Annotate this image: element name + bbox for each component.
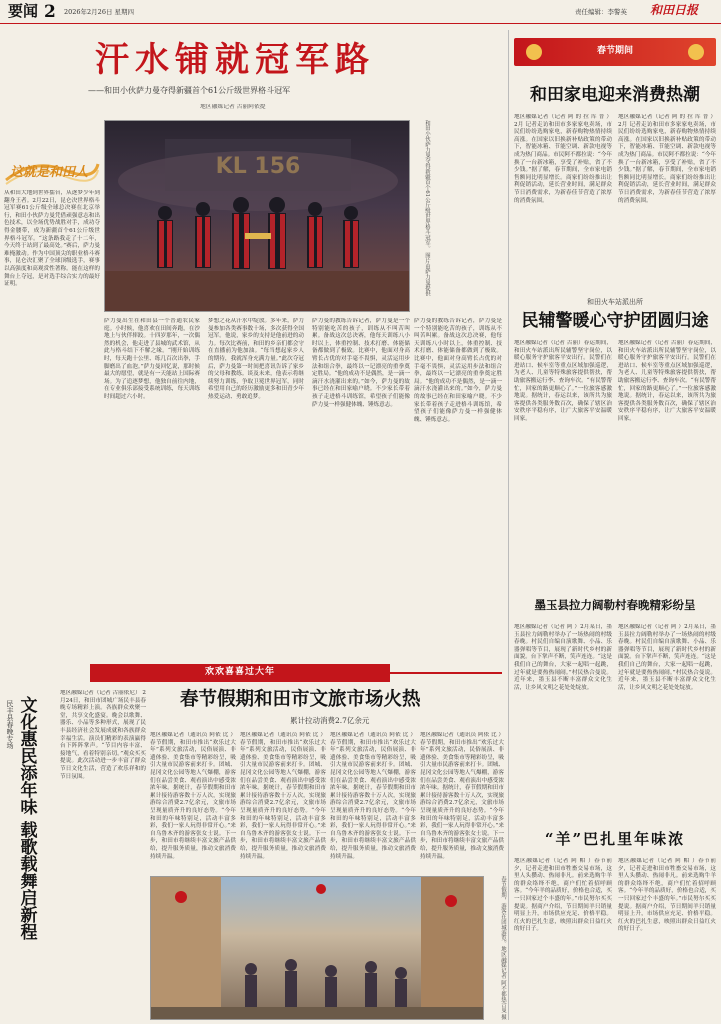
main-body-col-3: 梦想之花从汗水中绽放。多年来，萨力曼参加各类赛事数十场，多次获得全国冠军。他说，家乡的支持是他前进的动力。每次比赛前，和田的乡亲们都会守在直播前为他加油。“每当想起家乡人的期待，我就浑身充满力量。”此次夺冠后，萨力曼第一时间把喜讯告诉了家乡的父母和教练。谈及未来，他表示将继续努力训练，争取卫冕世界冠军，同时希望用自己的经历激励更多和田青少年热爱运动、勇敢追梦。: [208, 318, 304, 400]
lower-banner-label: 欢欢喜喜过大年: [204, 667, 275, 677]
lower-title: 春节假期和田市文旅市场火热: [180, 689, 421, 710]
right-story3-body-a: 地区融媒记者（记者 阿 ）2月某日，墨玉县拉力阔勒村举办了一场热闹的村级春晚。村民们自编自演歌舞、小品、乐器弹唱等节目，展现了新时代乡村的新面貌。台下掌声不断，笑声连连。“这是我们自己的舞台，大家一起唱一起跳，过年就是要热热闹闹。”村民热合曼说。近年来，墨玉县不断丰富群众文化生活，让乡风文明之花处处绽放。: [514, 624, 612, 691]
issue-date: 2026年2月26日 星期四: [64, 8, 135, 16]
lower-body-col-4: 地区融媒记者（通讯员 阿依 比 ）春节假期，和田市推出“欢乐过大年”系列文旅活动，民俗展演、非遗体验、美食集市等精彩纷呈，吸引大量市民游客前来打卡。团城、昆冈文化公园等地人气爆棚，游客们在品尝美食、观看演出中感受浓浓年味。据统计，春节假期和田市累计接待游客数十万人次，实现旅游综合消费2.7亿余元，文旅市场呈现量质齐升的良好态势。“今年和田的年味特别足，活动丰富多彩，我们一家人玩得非常开心。”来自乌鲁木齐的游客张女士说。下一步，和田市将继续丰富文旅产品供给，提升服务质量，推动文旅消费持续升温。: [420, 732, 504, 860]
lower-body-col-3: 地区融媒记者（通讯员 阿依 比 ）春节假期，和田市推出“欢乐过大年”系列文旅活动，民俗展演、非遗体验、美食集市等精彩纷呈，吸引大量市民游客前来打卡。团城、昆冈文化公园等地人气爆棚，游客们在品尝美食、观看演出中感受浓浓年味。据统计，春节假期和田市累计接待游客数十万人次，实现旅游综合消费2.7亿余元，文旅市场呈现量质齐升的良好态势。“今年和田的年味特别足，活动丰富多彩，我们一家人玩得非常开心。”来自乌鲁木齐的游客张女士说。下一步，和田市将继续丰富文旅产品供给，提升服务质量，推动文旅消费持续升温。: [330, 732, 416, 860]
champion-photo-graphic: [105, 121, 410, 312]
street-crowd-graphic: [151, 877, 484, 1020]
lower-body-col-1: 地区融媒记者（通讯员 阿依 比 ）春节假期，和田市推出“欢乐过大年”系列文旅活动，民俗展演、非遗体验、美食集市等精彩纷呈，吸引大量市民游客前来打卡。团城、昆冈文化公园等地人气爆棚，游客们在品尝美食、观看演出中感受浓浓年味。据统计，春节假期和田市累计接待游客数十万人次，实现旅游综合消费2.7亿余元，文旅市场呈现量质齐升的良好态势。“今年和田的年味特别足，活动丰富多彩，我们一家人玩得非常开心。”来自乌鲁木齐的游客张女士说。下一步，和田市将继续丰富文旅产品供给，提升服务质量，推动文旅消费持续升温。: [150, 732, 236, 860]
right-story3-title: 墨玉县拉力阔勒村春晚精彩纷呈: [534, 598, 696, 612]
main-byline: 地区融媒记者 古丽阿依提: [200, 104, 266, 110]
main-photo-caption: 和田小伙萨力曼夺得新疆首个61公斤级世界格斗冠军。 图片由萨力曼提供: [424, 120, 430, 296]
kicker-text: 这就是和田人: [10, 165, 89, 180]
lower-photo: [150, 876, 484, 1020]
right-story-body-b: 地区融媒记者（记者 阿 的 拉 库 普 ）2月 记者走访和田市多家家电卖场，市民们纷纷选购家电，新春购物热情持续高涨。在国家以旧换新补贴政策的带动下，智能冰箱、节能空调、新款电视等成为热门商品。市民阿不都拉说：“今年换了一台新冰箱，享受了补贴，省了不少钱。”据了解，春节期间，全市家电销售额同比明显增长。商家们纷纷推出让利促销活动，延长营业时间，满足群众节日消费需求，为新春佳节营造了浓厚的消费氛围。: [618, 114, 716, 204]
right-story2-title: 民辅警暖心守护团圆归途: [521, 311, 709, 331]
right-story3-body-b: 地区融媒记者（记者 阿 ）2月某日，墨玉县拉力阔勒村举办了一场热闹的村级春晚。村民们自编自演歌舞、小品、乐器弹唱等节目，展现了新时代乡村的新面貌。台下掌声不断，笑声连连。“这是我们自己的舞台，大家一起唱一起跳，过年就是要热热闹闹。”村民热合曼说。近年来，墨玉县不断丰富群众文化生活，让乡风文明之花处处绽放。: [618, 624, 716, 691]
right-story4-body-b: 地区融媒记者（记者 阿 帕 ）春节前夕，记者走进和田市牲畜交易市场，这里人头攒动、热闹非凡。前来选购牛羊的群众络绎不绝，商户们忙着招呼顾客。“今年羊的品质好，价格也合适，买一只回家过个丰盛的年。”市民努尔买买提说。据商户介绍，节日期间羊只销量明显上升，市场供应充足、价格平稳。红火的巴扎生意，映照出群众日益红火的好日子。: [618, 858, 716, 933]
right-story4-title: “羊”巴扎里年味浓: [544, 830, 686, 848]
lower-subtitle: 累计拉动消费2.7亿余元: [290, 716, 370, 725]
kicker-banner: [4, 150, 100, 188]
left-lower-kicker: 民丰县春晚专场: [6, 700, 14, 749]
right-banner: [514, 38, 716, 66]
right-story-body-a: 地区融媒记者（记者 阿 的 拉 库 普 ）2月 记者走访和田市多家家电卖场，市民们纷纷选购家电，新春购物热情持续高涨。在国家以旧换新补贴政策的带动下，智能冰箱、节能空调、新款电视等成为热门商品。市民阿不都拉说：“今年换了一台新冰箱，享受了补贴，省了不少钱。”据了解，春节期间，全市家电销售额同比明显增长。商家们纷纷推出让利促销活动，延长营业时间，满足群众节日消费需求，为新春佳节营造了浓厚的消费氛围。: [514, 114, 612, 204]
main-subtitle: ——和田小伙萨力曼夺得新疆首个61公斤级世界格斗冠军: [88, 86, 291, 95]
lower-banner: [90, 664, 390, 682]
left-lower-body-col-1: 地区融媒记者（记者 古丽依尼） 2月24日，和田市团城广场民丰县春晚专场精彩上演。各族群众欢聚一堂，共享文化盛宴。晚会以歌舞、器乐、小品等多种形式，展现了民丰县经济社会发展成就和各族群众幸福生活。演员们精彩的表演赢得台下阵阵掌声。“节目内容丰富、接地气，看着特别亲切。”观众买买提说。此次活动进一步丰富了群众节日文化生活，营造了欢乐祥和的节日氛围。: [60, 690, 146, 780]
right-story-title: 和田家电迎来消费热潮: [530, 85, 700, 105]
lower-body-col-2: 地区融媒记者（通讯员 阿依 比 ）春节假期，和田市推出“欢乐过大年”系列文旅活动，民俗展演、非遗体验、美食集市等精彩纷呈，吸引大量市民游客前来打卡。团城、昆冈文化公园等地人气爆棚，游客们在品尝美食、观看演出中感受浓浓年味。据统计，春节假期和田市累计接待游客数十万人次，实现旅游综合消费2.7亿余元，文旅市场呈现量质齐升的良好态势。“今年和田的年味特别足，活动丰富多彩，我们一家人玩得非常开心。”来自乌鲁木齐的游客张女士说。下一步，和田市将继续丰富文旅产品供给，提升服务质量，推动文旅消费持续升温。: [240, 732, 326, 860]
masthead: [0, 0, 721, 24]
main-body-col-5: 萨力曼的教练告诉记者，萨力曼是一个特别能吃苦的孩子，训练从不叫苦叫累。备战这次总决赛，他每天训练八小时以上，体重控制、技术打磨、体能储备都做到了极致。比赛中，他面对身高臂长占优的对手毫不畏惧，灵活运用步法和组合拳，最终以一记漂亮的重拳奠定胜局。“他的成功不是偶然，是一滴一滴汗水浇灌出来的。”如今，萨力曼的故事已经在和田家喻户晓。不少家长带着孩子走进格斗训练馆，希望孩子们能像萨力曼一样强健体魄、锤炼意志。: [414, 318, 502, 423]
lower-photo-caption: 春节假期，游客在团城游览。地区融媒记者 阿不都热合曼 摄: [500, 876, 506, 1020]
left-lower-title: [16, 696, 56, 1016]
section-name: 要闻: [8, 2, 39, 20]
banner-label: 春节期间: [596, 46, 633, 56]
newspaper-logo: 和田日报: [650, 3, 699, 17]
main-body-col-1: 从和田大地到世界擂台，从逐梦少年到翻身王者。2月22日，昆仑决世界格斗冠军赛61公斤级全球总决赛在北京举行，和田小伙萨力曼凭借顽强意志和出色技术，以全场优势战胜对手，成功夺得金腰带，成为新疆首个61公斤级世界格斗冠军。“这条路我走了十二年，今天终于站到了最高处。”赛后，萨力曼难掩激动。作为中国顶尖的职业格斗赛事，昆仑决汇聚了全球顶级选手，赛事以高强度和高观赏性著称。能在这样的舞台上夺冠，是对选手综合实力的最好证明。: [4, 190, 100, 288]
right-story2-body-a: 地区融媒记者（记者 古丽）春运期间，和田火车站派出所民辅警坚守岗位，以暖心服务守护旅客平安出行。民警们在进站口、候车室等重点区域加强巡逻，为老人、儿童等特殊旅客提供帮扶，帮助旅客搬运行李、查询车次。“有民警帮忙，回家的路更顺心了。”一位旅客感激地说。据统计，春运以来，该所共为旅客提供各类服务数百次，确保了辖区治安秩序平稳有序，让广大旅客平安温暖回家。: [514, 340, 612, 422]
right-story2-kicker: 和田火车站派出所: [587, 298, 643, 306]
editor-credit: 责任编辑：李警英: [575, 8, 627, 16]
left-lower-title-text: 文化惠民添年味 载歌载舞启新程: [16, 696, 37, 940]
page-number: 2: [44, 2, 56, 22]
main-body-col-4: 萨力曼的教练告诉记者，萨力曼是一个特别能吃苦的孩子，训练从不叫苦叫累。备战这次总决赛，他每天训练八小时以上，体重控制、技术打磨、体能储备都做到了极致。比赛中，他面对身高臂长占优的对手毫不畏惧，灵活运用步法和组合拳，最终以一记漂亮的重拳奠定胜局。“他的成功不是偶然，是一滴一滴汗水浇灌出来的。”如今，萨力曼的故事已经在和田家喻户晓。不少家长带着孩子走进格斗训练馆，希望孩子们能像萨力曼一样强健体魄、锤炼意志。: [312, 318, 410, 408]
main-body-col-2: 萨力曼出生在和田县一个普通农民家庭。小时候，他喜欢在田间奔跑，在沙地上与伙伴摔跤。十四岁那年，一次偶然的机会，他走进了县城的武术馆，从此与格斗结下不解之缘。“刚开始训练时，每天跑十公里、练几百次出拳，手脚磨出了血泡。”萨力曼回忆说，那时候最大的愿望，就是有一天能站上国际赛场。为了追逐梦想，他独自前往内地，在专业俱乐部接受系统训练，每天训练时间超过六小时。: [104, 318, 200, 400]
main-photo: [104, 120, 410, 312]
column-divider: [508, 30, 509, 1020]
main-title: 汗水铺就冠军路: [95, 40, 375, 80]
right-story2-body-b: 地区融媒记者（记者 古丽）春运期间，和田火车站派出所民辅警坚守岗位，以暖心服务守护旅客平安出行。民警们在进站口、候车室等重点区域加强巡逻，为老人、儿童等特殊旅客提供帮扶，帮助旅客搬运行李、查询车次。“有民警帮忙，回家的路更顺心了。”一位旅客感激地说。据统计，春运以来，该所共为旅客提供各类服务数百次，确保了辖区治安秩序平稳有序，让广大旅客平安温暖回家。: [618, 340, 716, 422]
lower-banner-line: [390, 672, 502, 674]
right-story4-body-a: 地区融媒记者（记者 阿 帕 ）春节前夕，记者走进和田市牲畜交易市场，这里人头攒动、热闹非凡。前来选购牛羊的群众络绎不绝，商户们忙着招呼顾客。“今年羊的品质好，价格也合适，买一只回家过个丰盛的年。”市民努尔买买提说。据商户介绍，节日期间羊只销量明显上升，市场供应充足、价格平稳。红火的巴扎生意，映照出群众日益红火的好日子。: [514, 858, 612, 933]
